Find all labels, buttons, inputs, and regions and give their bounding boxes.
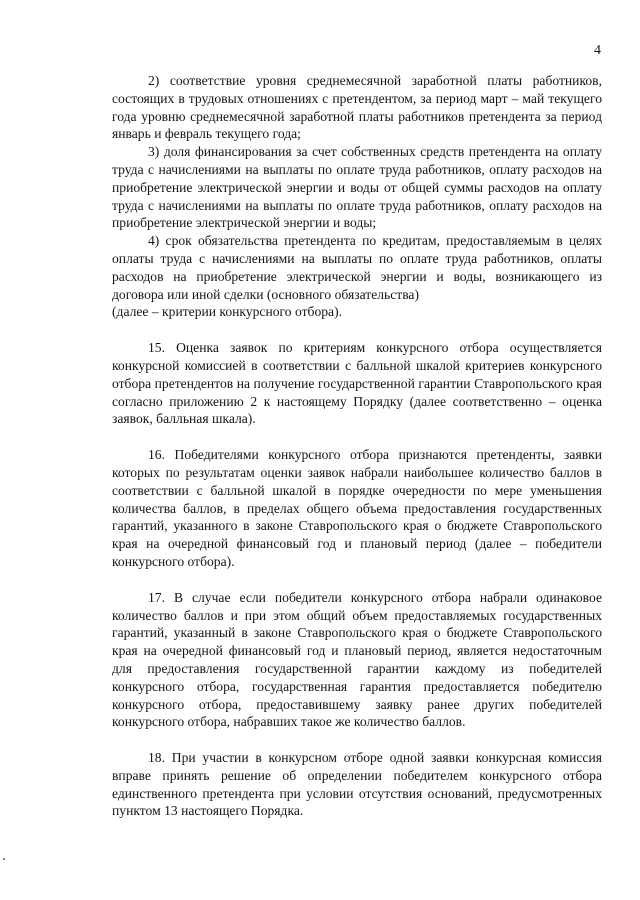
page-number: 4 (594, 43, 601, 58)
paragraph-criteria-note: (далее – критерии конкурсного отбора). (112, 304, 342, 320)
paragraph-clause-16: 16. Победителями конкурсного отбора признаются претенденты, заявки которых по результатам оценки заявок набрали наибольшее количество баллов в соответствии с балльной шкалой в порядке очередности по мере уменьшения количества баллов, в пределах общего объема предоставления государственных гарантий, указанного в законе Ставропольского края о бюджете Ставропольского края на очередной финансовый год и плановый период (далее – победители конкурсного отбора). (112, 447, 602, 569)
paragraph-clause-15: 15. Оценка заявок по критериям конкурсного отбора осуществляется конкурсной комиссией в соответствии с балльной шкалой критериев конкурсного отбора претендентов на получение государственной гарантии Ставропольского края согласно приложению 2 к настоящему Порядку (далее соответственно – оценка заявок, балльная шкала). (112, 340, 602, 427)
scan-artifact (3, 858, 5, 860)
paragraph-criterion-4: 4) срок обязательства претендента по кредитам, предоставляемым в целях оплаты труда с начислениями на выплаты по оплате труда работников, оплаты расходов на приобретение электрической энергии и воды, возникающего из договора или иной сделки (основного обязательства) (112, 233, 602, 302)
paragraph-clause-17: 17. В случае если победители конкурсного отбора набрали одинаковое количество баллов и при этом общий объем предоставляемых государственных гарантий, указанный в законе Ставропольского края о бюджете Ставропольского края на очередной финансовый год и плановый период, является недостаточным для предоставления государственной гарантии каждому из победителей конкурсного отбора, государственная гарантия предоставляется победителю конкурсного отбора, предоставившему заявку ранее других победителей конкурсного отбора, набравших такое же количество баллов. (112, 589, 602, 730)
document-body (112, 72, 602, 820)
paragraph-criterion-2: 2) соответствие уровня среднемесячной заработной платы работников, состоящих в трудовых отношениях с претендентом, за период март – май текущего года уровню среднемесячной заработной платы работников претендента за период январь и февраль текущего года; (112, 73, 602, 142)
paragraph-clause-18: 18. При участии в конкурсном отборе одной заявки конкурсная комиссия вправе принять решение об определении победителем конкурсного отбора единственного претендента при условии отсутствия оснований, предусмотренных пунктом 13 настоящего Порядка. (112, 750, 602, 819)
paragraph-criterion-3: 3) доля финансирования за счет собственных средств претендента на оплату труда с начислениями на выплаты по оплате труда работников, оплату расходов на приобретение электрической энергии и воды от общей суммы расходов на оплату труда с начислениями на выплаты по оплате труда работников, оплату расходов на приобретение электрической энергии и воды; (112, 144, 602, 231)
